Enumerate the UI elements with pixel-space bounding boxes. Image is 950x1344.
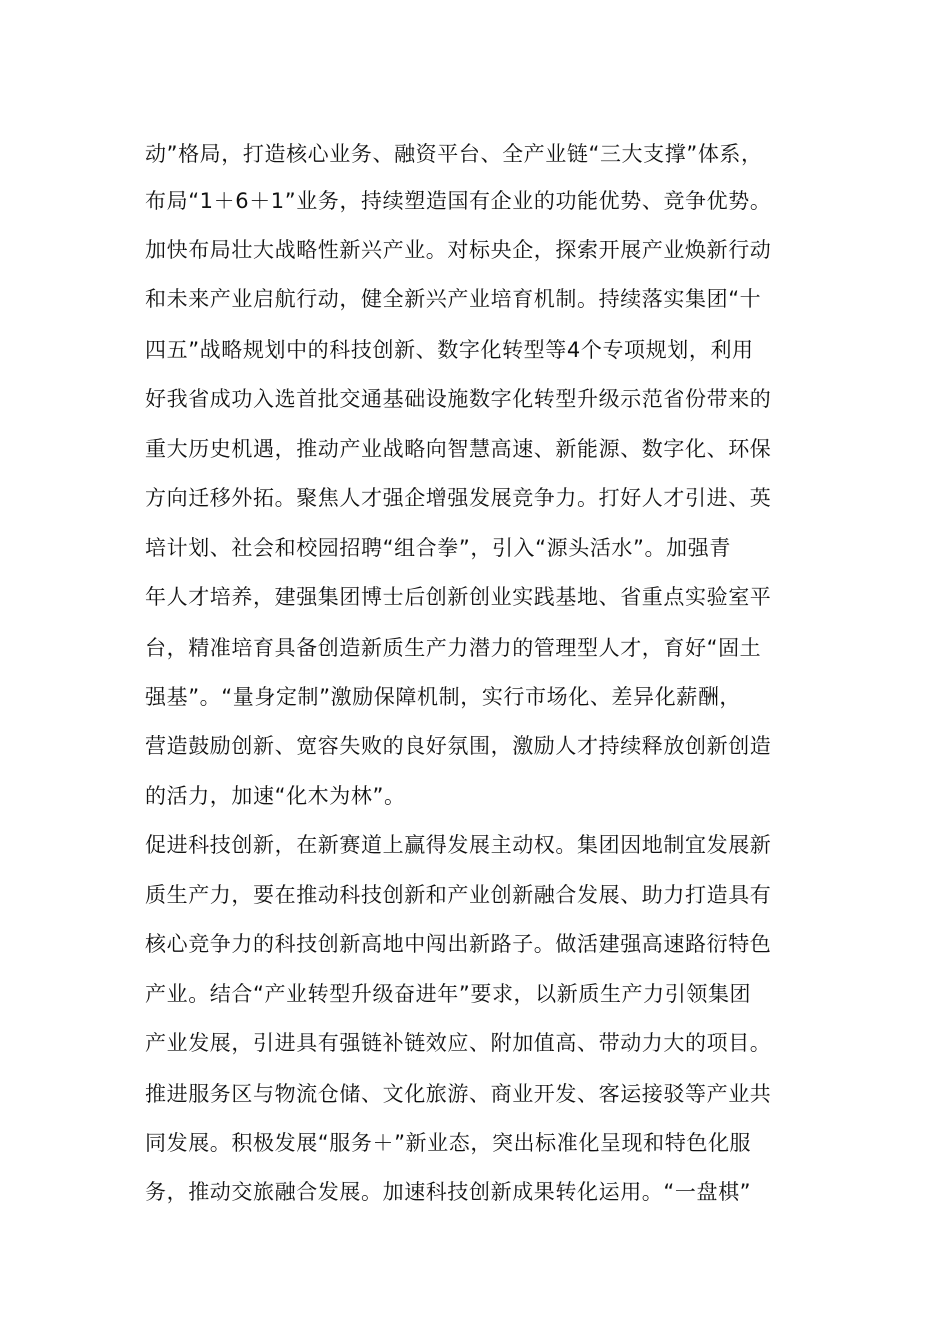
text-line: 务，推动交旅融合发展。加速科技创新成果转化运用。“一盘棋”: [145, 1180, 752, 1204]
text-line: 强基”。“量身定制”激励保障机制，实行市场化、差异化薪酬，: [145, 685, 742, 709]
text-line: 动”格局，打造核心业务、融资平台、全产业链“三大支撑”体系，: [145, 142, 763, 166]
text-line: 加快布局壮大战略性新兴产业。对标央企，探索开展产业焕新行动: [145, 238, 772, 262]
text-line: 四五”战略规划中的科技创新、数字化转型等4个专项规划，利用: [145, 338, 754, 362]
text-line: 重大历史机遇，推动产业战略向智慧高速、新能源、数字化、环保: [145, 437, 772, 461]
text-line: 方向迁移外拓。聚焦人才强企增强发展竞争力。打好人才引进、英: [145, 486, 772, 510]
text-line: 培计划、社会和校园招聘“组合拳”，引入“源头活水”。加强青: [145, 536, 731, 560]
text-line: 好我省成功入选首批交通基础设施数字化转型升级示范省份带来的: [145, 387, 772, 411]
text-line: 年人才培养，建强集团博士后创新创业实践基地、省重点实验室平: [145, 585, 772, 609]
text-line: 和未来产业启航行动，健全新兴产业培育机制。持续落实集团“十: [145, 287, 762, 311]
text-line: 台，精准培育具备创造新质生产力潜力的管理型人才，育好“固土: [145, 636, 762, 660]
text-line: 促进科技创新，在新赛道上赢得发展主动权。集团因地制宜发展新: [145, 833, 772, 857]
text-line: 布局“1＋6＋1”业务，持续塑造国有企业的功能优势、竞争优势。: [145, 189, 772, 213]
text-line: 推进服务区与物流仓储、文化旅游、商业开发、客运接驳等产业共: [145, 1082, 772, 1106]
text-line: 核心竞争力的科技创新高地中闯出新路子。做活建强高速路衍特色: [145, 932, 772, 956]
text-line: 产业发展，引进具有强链补链效应、附加值高、带动力大的项目。: [145, 1031, 772, 1055]
text-line: 产业。结合“产业转型升级奋进年”要求，以新质生产力引领集团: [145, 982, 752, 1006]
text-line: 同发展。积极发展“服务＋”新业态，突出标准化呈现和特色化服: [145, 1131, 752, 1155]
text-line: 的活力，加速“化木为林”。: [145, 784, 406, 808]
text-line: 营造鼓励创新、宽容失败的良好氛围，激励人才持续释放创新创造: [145, 734, 772, 758]
text-line: 质生产力，要在推动科技创新和产业创新融合发展、助力打造具有: [145, 883, 772, 907]
